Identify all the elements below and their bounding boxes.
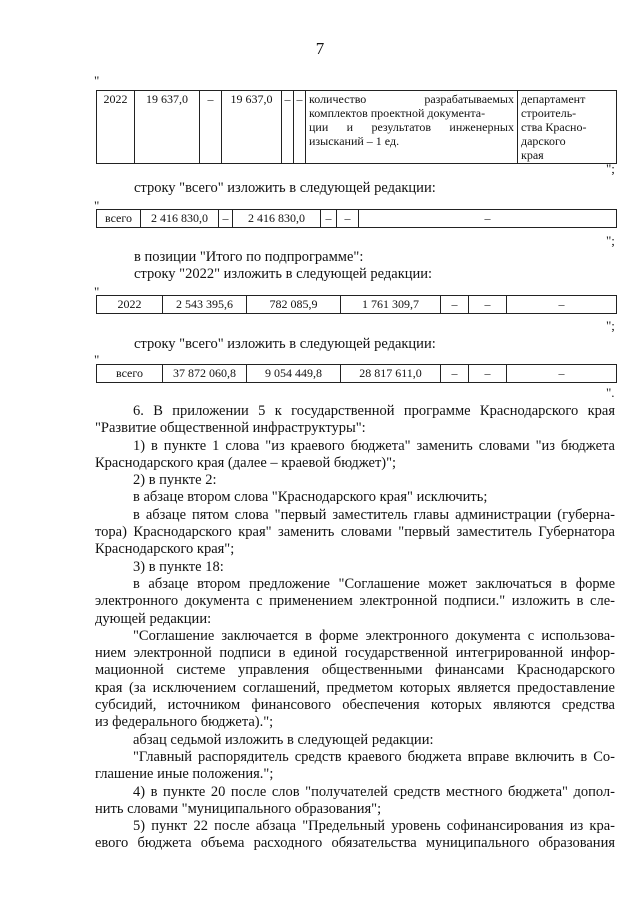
cell-local: – [321,210,337,228]
text-line: нием электронной подписи в единой государственной интегрированной инфор- [95,645,615,662]
text-line: мационной системе управления общественными финансами Краснодарского [95,662,615,679]
cell-year: 2022 [97,91,135,164]
text-line: 2) в пункте 2: [133,472,217,489]
text-line: "Развитие общественной инфраструктуры": [95,420,366,437]
text-line: 4) в пункте 20 после слов "получателей средств местного бюджета" допол- [133,783,615,800]
cell-federal: – [219,210,233,228]
cell-regional: 19 637,0 [222,91,282,164]
text-line: "Главный распорядитель средств краевого бюджета вправе включить в Со- [133,748,615,765]
cell-label: всего [97,210,141,228]
cell-extra: – [469,365,507,383]
instruction-text: строку "всего" изложить в следующей редакции: [134,180,436,196]
cell-total: 2 543 395,6 [163,296,247,314]
text-line: дующей редакции: [95,610,212,627]
cell-local: – [441,296,469,314]
text-line: 5) пункт 22 после абзаца "Предельный уровень софинансирования из кра- [133,818,615,835]
text-line: 3) в пункте 18: [133,558,224,575]
text-line: края (за исключением соглашений, предметом которых является предоставление [95,679,615,696]
text-line: в абзаце пятом слова "первый заместитель главы администрации (губерна- [133,506,615,523]
text-line: тора) Краснодарского края" заменить словами "первый заместитель Губернатора [95,524,615,541]
text-line: "Соглашение заключается в форме электронного документа с использова- [133,627,615,644]
text-line: из федерального бюджета)."; [95,714,274,731]
close-quote: "; [606,318,615,333]
cell-federal: 782 085,9 [247,296,341,314]
cell-extra: – [469,296,507,314]
instruction-text: строку "2022" изложить в следующей редакции: [134,266,433,282]
cell-local: – [441,365,469,383]
cell-federal: 9 054 449,8 [247,365,341,383]
cell-extra: – [337,210,359,228]
instruction-text: строку "всего" изложить в следующей редакции: [134,336,436,352]
cell-regional: 1 761 309,7 [341,296,441,314]
text-line: в абзаце втором слова "Краснодарского края" исключить; [133,489,488,506]
table-row-itogo-vsego [96,364,617,383]
cell-last: – [507,365,617,383]
text-line: нить словами "муниципального образования"; [95,800,382,817]
open-quote: " [94,198,100,213]
text-line: 1) в пункте 1 слова "из краевого бюджета" заменить словами "из бюджета [133,437,615,454]
cell-total: 19 637,0 [135,91,200,164]
cell-local: – [282,91,294,164]
text-line: глашение иные положения."; [95,766,274,783]
table-row-vsego [96,209,617,228]
close-quote: "; [606,233,615,248]
table-row-itogo-2022 [96,295,617,314]
cell-regional: 28 817 611,0 [341,365,441,383]
cell-description: количество разрабатываемых комплектов проектной документа- ции и результатов инженерных изысканий – 1 ед. [306,91,518,164]
cell-year: 2022 [97,296,163,314]
cell-last: – [359,210,617,228]
cell-total: 2 416 830,0 [141,210,219,228]
text-line: электронного документа с применением электронной подписи." изложить в сле- [95,593,615,610]
close-quote: ". [606,385,615,400]
cell-federal: – [200,91,222,164]
instruction-text: в позиции "Итого по подпрограмме": [134,249,364,265]
text-line: абзац седьмой изложить в следующей редакции: [133,731,434,748]
cell-label: всего [97,365,163,383]
page-number: 7 [315,39,325,58]
text-line: субсидий, источником финансового обеспечения которых являются средства [95,697,615,714]
close-quote: "; [606,161,615,176]
text-line: Краснодарского края (далее – краевой бюджет)"; [95,454,397,471]
cell-last: – [507,296,617,314]
table-row-2022-project [96,90,617,164]
text-line: в абзаце втором предложение "Соглашение может заключаться в форме [133,575,615,592]
cell-total: 37 872 060,8 [163,365,247,383]
text-line: 6. В приложении 5 к государственной программе Краснодарского края [133,403,615,419]
cell-regional: 2 416 830,0 [233,210,321,228]
cell-extra: – [294,91,306,164]
text-line: евого бюджета объема расходного обязательства муниципального образования [95,835,615,852]
text-line: Краснодарского края"; [95,541,235,558]
open-quote: " [94,73,100,88]
cell-executor: департамент строитель- ства Красно- дарского края [518,91,617,164]
open-quote: " [94,352,100,367]
open-quote: " [94,284,100,299]
body-text [95,403,615,853]
